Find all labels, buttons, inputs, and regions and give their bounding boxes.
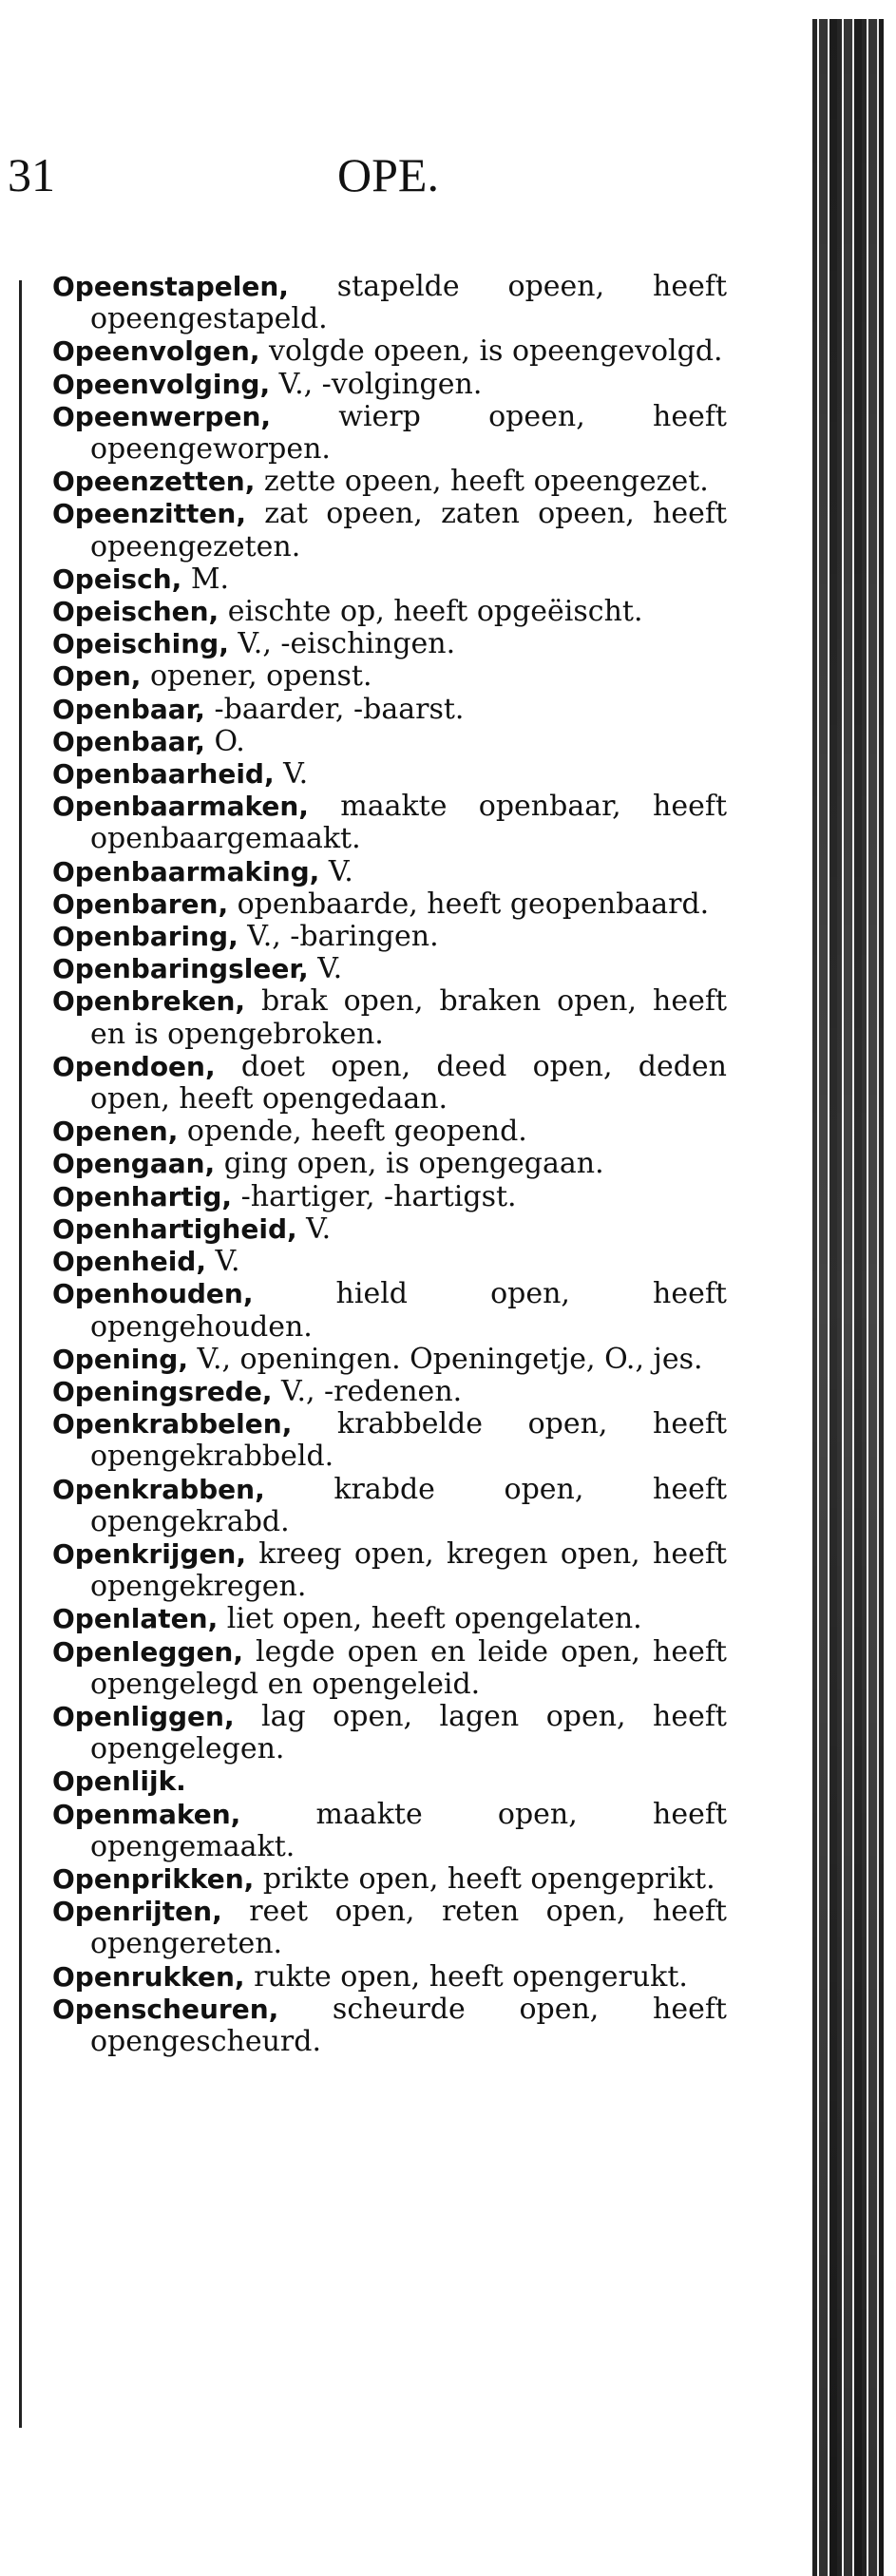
entry-headword: Opening, xyxy=(52,1343,188,1375)
entry-definition: maakte openbaar, heeft openbaargemaakt. xyxy=(90,790,727,856)
entry-definition: V. xyxy=(319,854,353,888)
entry-headword: Openprikken, xyxy=(52,1862,255,1895)
dictionary-entry xyxy=(52,1278,727,1343)
entry-definition: openbaarde, heeft geopenbaard. xyxy=(228,887,710,921)
entry-definition: krabde open, heeft opengekrabd. xyxy=(90,1472,727,1538)
dictionary-entry xyxy=(52,1896,727,1960)
margin-rule xyxy=(19,280,22,2428)
dictionary-entry xyxy=(52,563,727,596)
entry-headword: Opeenvolging, xyxy=(52,368,271,400)
dictionary-entry xyxy=(52,596,727,628)
entry-definition: -baarder, -baarst. xyxy=(204,692,465,726)
entry-headword: Openheid, xyxy=(52,1246,206,1278)
entry-definition: V. xyxy=(296,1212,332,1246)
dictionary-entry xyxy=(52,1603,727,1635)
entry-definition: rukte open, heeft opengerukt. xyxy=(244,1959,688,1994)
entry-headword: Opengaan, xyxy=(52,1148,216,1180)
entry-definition: V. xyxy=(274,757,309,792)
dictionary-entry xyxy=(52,498,727,563)
entry-headword: Openbaringsleer, xyxy=(52,953,309,985)
entry-headword: Openliggen, xyxy=(52,1700,235,1732)
entry-headword: Openen, xyxy=(52,1116,179,1148)
entry-definition: doet open, deed open, deden open, heeft opengedaan. xyxy=(90,1049,727,1116)
entry-headword: Openbaren, xyxy=(52,887,229,920)
entry-definition: kreeg open, kregen open, heeft opengekregen. xyxy=(90,1536,727,1604)
entry-definition: liet open, heeft opengelaten. xyxy=(218,1602,642,1636)
dictionary-entry xyxy=(52,369,727,401)
entry-headword: Openbaarheid, xyxy=(52,758,275,791)
entry-definition: maakte open, heeft opengemaakt. xyxy=(90,1797,727,1863)
dictionary-entry xyxy=(52,1376,727,1408)
entry-definition: V., -baringen. xyxy=(238,920,439,954)
dictionary-entry xyxy=(52,921,727,953)
dictionary-entry xyxy=(52,1701,727,1765)
dictionary-entry xyxy=(52,271,727,335)
entry-headword: Openkrijgen, xyxy=(52,1537,246,1570)
entry-headword: Openmaken, xyxy=(52,1798,241,1830)
entry-definition: wierp opeen, heeft opeengeworpen. xyxy=(90,399,727,467)
entry-headword: Openhartigheid, xyxy=(52,1212,297,1245)
dictionary-entry xyxy=(52,1765,727,1798)
dictionary-entry xyxy=(52,1474,727,1538)
dictionary-entry xyxy=(52,953,727,985)
entry-definition: zat opeen, zaten opeen, heeft opeengezeten. xyxy=(90,497,727,563)
entry-headword: Opeisching, xyxy=(52,628,229,660)
entry-headword: Openleggen, xyxy=(52,1635,244,1668)
dictionary-entries xyxy=(52,271,727,2058)
dictionary-entry xyxy=(52,758,727,791)
dictionary-entry xyxy=(52,791,727,855)
entry-definition: -hartiger, -hartigst. xyxy=(232,1179,517,1213)
entry-headword: Openkrabben, xyxy=(52,1473,265,1505)
dictionary-entry xyxy=(52,1116,727,1148)
dictionary-entry xyxy=(52,726,727,758)
entry-definition: eischte op, heeft opgeëischt. xyxy=(219,595,643,629)
dictionary-entry xyxy=(52,335,727,368)
entry-headword: Opeenwerpen, xyxy=(52,400,272,432)
entry-headword: Opeisch, xyxy=(52,563,182,595)
entry-headword: Opeenzetten, xyxy=(52,466,256,498)
entry-headword: Openbaar, xyxy=(52,693,205,725)
entry-definition: reet open, reten open, heeft opengereten. xyxy=(90,1895,727,1961)
entry-definition: V. xyxy=(308,952,343,986)
dictionary-entry xyxy=(52,856,727,888)
entry-headword: Openlaten, xyxy=(52,1603,219,1635)
entry-definition: O. xyxy=(204,724,245,758)
dictionary-entry xyxy=(52,1148,727,1180)
dictionary-entry xyxy=(52,1994,727,2058)
entry-headword: Openscheuren, xyxy=(52,1993,279,2025)
entry-headword: Opeenstapelen, xyxy=(52,271,289,302)
dictionary-entry xyxy=(52,1344,727,1376)
dictionary-entry xyxy=(52,1863,727,1896)
entry-headword: Openbaring, xyxy=(52,921,238,953)
entry-definition: brak open, braken open, heeft en is opengebroken. xyxy=(90,984,727,1051)
dictionary-entry xyxy=(52,401,727,466)
entry-definition: hield open, heeft opengehouden. xyxy=(90,1277,727,1344)
entry-definition: stapelde opeen, heeft opeengestapeld. xyxy=(90,270,727,336)
dictionary-entry xyxy=(52,1636,727,1701)
entry-headword: Openkrabbelen, xyxy=(52,1408,293,1441)
page-number: 31 xyxy=(8,148,55,201)
entry-headword: Opeenzitten, xyxy=(52,498,246,530)
entry-definition: V., -redenen. xyxy=(272,1374,463,1408)
dictionary-entry xyxy=(52,466,727,498)
dictionary-entry xyxy=(52,1538,727,1603)
dictionary-entry xyxy=(52,1799,727,1863)
dictionary-entry xyxy=(52,985,727,1050)
dictionary-entry xyxy=(52,694,727,726)
entry-definition: lag open, lagen open, heeft opengelegen. xyxy=(90,1699,727,1766)
dictionary-entry xyxy=(52,1213,727,1246)
dictionary-entry xyxy=(52,628,727,660)
entry-definition: opende, heeft geopend. xyxy=(178,1115,527,1149)
entry-definition: volgde opeen, is opeengevolgd. xyxy=(259,334,723,369)
entry-headword: Openhartig, xyxy=(52,1180,233,1212)
entry-definition: V., -eischingen. xyxy=(228,627,456,661)
entry-definition: V. xyxy=(205,1245,240,1279)
entry-definition: M. xyxy=(181,562,230,596)
entry-headword: Openrukken, xyxy=(52,1960,245,1993)
dictionary-entry xyxy=(52,660,727,693)
entry-headword: Openbreken, xyxy=(52,985,246,1018)
entry-headword: Openingsrede, xyxy=(52,1375,273,1407)
entry-headword: Openbaar, xyxy=(52,725,205,757)
entry-definition: opener, openst. xyxy=(141,659,372,694)
entry-headword: Openrijten, xyxy=(52,1896,222,1928)
entry-headword: Opendoen, xyxy=(52,1050,216,1082)
entry-definition: V., openingen. Openingetje, O., jes. xyxy=(187,1342,703,1376)
entry-definition: krabbelde open, heeft opengekrabbeld. xyxy=(90,1407,727,1474)
entry-definition: prikte open, heeft opengeprikt. xyxy=(254,1861,715,1896)
dictionary-entry xyxy=(52,1246,727,1278)
entry-headword: Open, xyxy=(52,660,142,693)
entry-headword: Openbaarmaking, xyxy=(52,855,320,887)
page-heading: OPE. xyxy=(337,148,439,201)
dictionary-entry xyxy=(52,1181,727,1213)
dictionary-entry xyxy=(52,1051,727,1116)
entry-headword: Opeenvolgen, xyxy=(52,335,260,368)
book-spine-binding xyxy=(812,19,884,2576)
entry-definition: zette opeen, heeft opeengezet. xyxy=(255,465,709,499)
entry-headword: Opeischen, xyxy=(52,596,219,628)
entry-definition: ging open, is opengegaan. xyxy=(215,1147,604,1181)
dictionary-entry xyxy=(52,1961,727,1994)
entry-headword: Openlijk. xyxy=(52,1765,186,1798)
dictionary-entry xyxy=(52,1408,727,1473)
entry-definition: V., -volgingen. xyxy=(270,367,483,401)
dictionary-entry xyxy=(52,888,727,921)
entry-headword: Openbaarmaken, xyxy=(52,791,309,823)
entry-definition: scheurde open, heeft opengescheurd. xyxy=(90,1992,727,2058)
entry-headword: Openhouden, xyxy=(52,1278,254,1310)
entry-definition: legde open en leide open, heeft opengelegd en opengeleid. xyxy=(90,1634,727,1701)
